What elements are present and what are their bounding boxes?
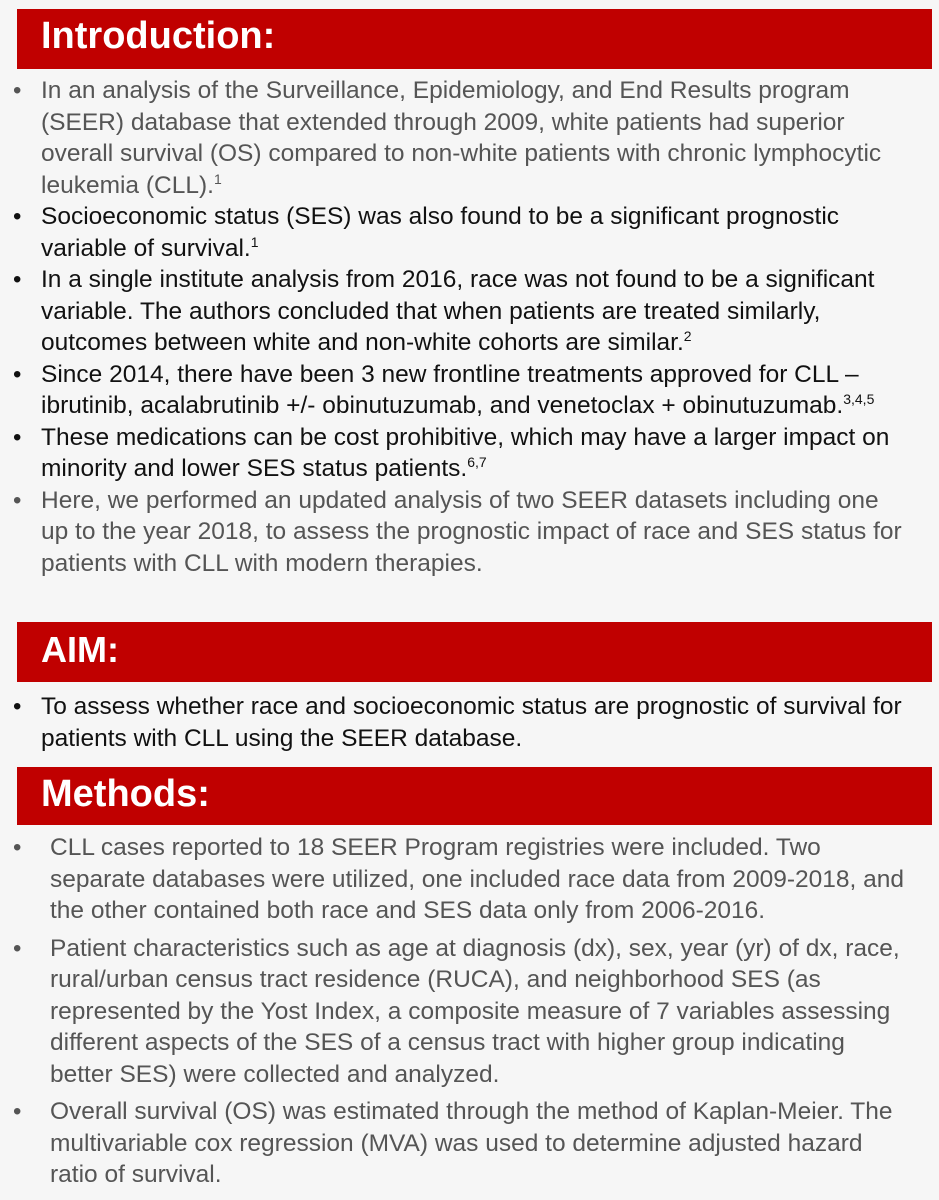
list-item xyxy=(0,359,920,422)
bullet-icon: • xyxy=(13,934,22,962)
list-item xyxy=(0,485,920,580)
list-item xyxy=(0,832,920,927)
bullet-text: Overall survival (OS) was estimated through the method of Kaplan-Meier. The multivariable cox regression (MVA) was used to determine adjusted hazard ratio of survival. xyxy=(50,1098,893,1188)
bullet-text: Socioeconomic status (SES) was also found to be a significant prognostic variable of survival.$^1$ xyxy=(41,203,840,262)
citation-superscript: 1 xyxy=(250,233,259,250)
list-item xyxy=(0,933,920,1091)
list-item xyxy=(0,201,920,264)
bullet-text: In an analysis of the Surveillance, Epidemiology, and End Results program (SEER) database that extended through 2009, white patients had superior overall survival (OS) compared to non-white patients with chronic lymphocytic leukemia (CLL).$^1$ xyxy=(41,77,882,199)
bullet-icon: • xyxy=(13,486,22,514)
bullet-icon: • xyxy=(13,360,22,388)
bullet-icon: • xyxy=(13,1098,22,1125)
bullet-text: These medications can be cost prohibitive, which may have a larger impact on minority and lower SES status patients.$^{6,7}$ xyxy=(41,423,890,482)
list-item xyxy=(0,75,920,201)
bullet-icon: • xyxy=(13,423,22,451)
methods-bullet-list xyxy=(0,832,920,1197)
aim-bullet-list xyxy=(0,691,920,754)
bullet-text: Patient characteristics such as age at diagnosis (dx), sex, year (yr) of dx, race, rural/urban census tract residence (RUCA), and neighborhood SES (as represented by the Yost Index, a composite measure of 7 variables assessing different aspects of the SES of a census tract with higher group indicating better SES) were collected and analyzed. xyxy=(50,934,900,1088)
aim-header xyxy=(17,622,932,682)
introduction-bullet-list xyxy=(0,75,920,579)
bullet-icon: • xyxy=(13,203,22,230)
list-item xyxy=(0,691,920,754)
bullet-icon: • xyxy=(13,266,22,293)
bullet-text: CLL cases reported to 18 SEER Program registries were included. Two separate databases were utilized, one included race data from 2009-2018, and the other contained both race and SES data only from 2006-2016. xyxy=(50,834,904,924)
introduction-header xyxy=(17,9,932,69)
citation-superscript: 3,4,5 xyxy=(843,391,875,407)
methods-header xyxy=(17,767,932,825)
methods-heading: Methods: xyxy=(41,773,210,815)
list-item xyxy=(0,422,920,485)
citation-superscript: 6,7 xyxy=(467,454,487,470)
bullet-text: Here, we performed an updated analysis of two SEER datasets including one up to the year 2018, to assess the prognostic impact of race and SES status for patients with CLL with modern therapies. xyxy=(41,486,902,577)
introduction-heading: Introduction: xyxy=(41,15,276,57)
list-item xyxy=(0,1096,920,1191)
citation-superscript: 1 xyxy=(213,170,222,187)
list-item xyxy=(0,264,920,359)
bullet-icon: • xyxy=(13,77,22,104)
bullet-icon: • xyxy=(13,693,22,720)
aim-heading: AIM: xyxy=(41,629,119,670)
bullet-text: In a single institute analysis from 2016, race was not found to be a significant variable. The authors concluded that when patients are treated similarly, outcomes between white and non-white cohorts are similar.$^2$ xyxy=(41,266,875,356)
bullet-icon: • xyxy=(13,834,22,861)
citation-superscript: 2 xyxy=(683,328,692,344)
bullet-text: To assess whether race and socioeconomic status are prognostic of survival for patients with CLL using the SEER database. xyxy=(41,693,902,752)
bullet-text: Since 2014, there have been 3 new frontline treatments approved for CLL – ibrutinib, acalabrutinib +/- obinutuzumab, and venetoclax + obinutuzumab.$^{3,4,5}$ xyxy=(41,360,875,419)
